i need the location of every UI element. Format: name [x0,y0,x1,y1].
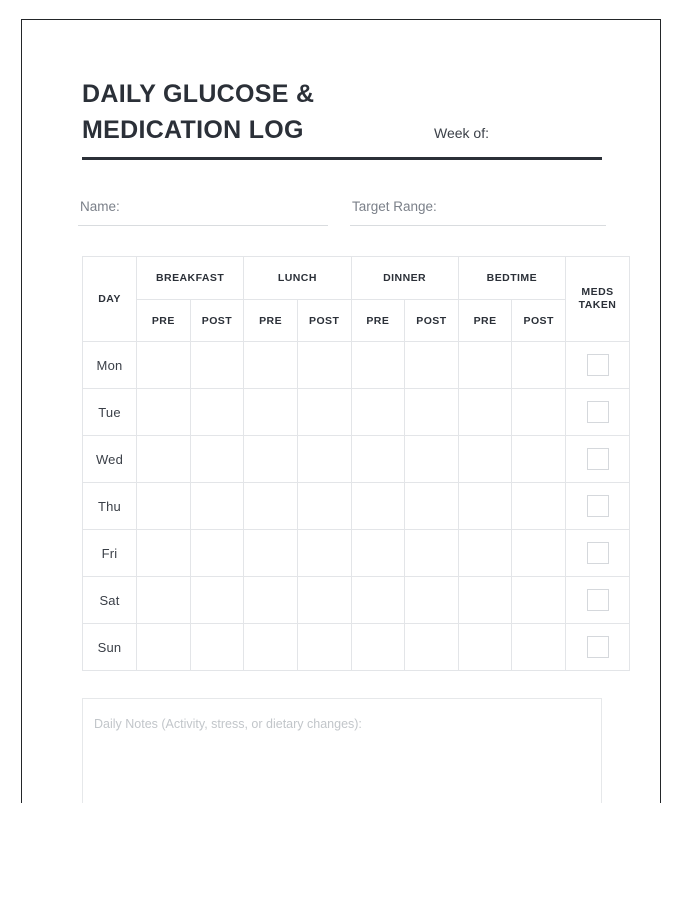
table-row [83,577,630,624]
meds-taken-checkbox[interactable] [587,542,609,564]
cell-breakfast-pre[interactable] [137,577,191,624]
cell-breakfast-post[interactable] [190,624,244,671]
cell-dinner-pre[interactable] [351,530,405,577]
cell-day-label: Sat [83,577,137,624]
cell-lunch-post[interactable] [297,389,351,436]
page-title: DAILY GLUCOSE & MEDICATION LOG [82,80,315,144]
table-body [83,342,630,671]
cell-bedtime-post[interactable] [512,483,566,530]
subheader-breakfast-pre: PRE [137,300,191,342]
table-row [83,530,630,577]
name-field-group [78,198,328,226]
column-header-lunch: LUNCH [244,257,351,300]
meds-header-line-2: TAKEN [578,299,617,311]
meds-taken-checkbox[interactable] [587,401,609,423]
cell-meds-taken[interactable] [566,577,630,624]
cell-lunch-post[interactable] [297,342,351,389]
cell-breakfast-post[interactable] [190,530,244,577]
cell-breakfast-pre[interactable] [137,624,191,671]
cell-lunch-post[interactable] [297,530,351,577]
cell-bedtime-post[interactable] [512,577,566,624]
cell-lunch-pre[interactable] [244,483,298,530]
cell-bedtime-pre[interactable] [458,436,512,483]
daily-notes-placeholder: Daily Notes (Activity, stress, or dietary changes): [94,717,362,731]
cell-day-label: Fri [83,530,137,577]
cell-bedtime-pre[interactable] [458,530,512,577]
cell-bedtime-pre[interactable] [458,389,512,436]
cell-bedtime-post[interactable] [512,436,566,483]
table-row [83,436,630,483]
column-header-day: DAY [83,257,137,342]
cell-bedtime-post[interactable] [512,530,566,577]
meds-taken-checkbox[interactable] [587,495,609,517]
subheader-bedtime-post: POST [512,300,566,342]
column-header-meds-taken [566,257,630,342]
name-input-line[interactable] [78,225,328,226]
target-range-field-group [350,198,606,226]
cell-breakfast-post[interactable] [190,389,244,436]
target-range-input-line[interactable] [350,225,606,226]
cell-breakfast-post[interactable] [190,436,244,483]
table-row [83,389,630,436]
subheader-dinner-post: POST [405,300,459,342]
cell-dinner-pre[interactable] [351,624,405,671]
cell-meds-taken[interactable] [566,436,630,483]
cell-day-label: Sun [83,624,137,671]
daily-notes-box[interactable] [82,698,602,803]
cell-breakfast-post[interactable] [190,577,244,624]
subheader-lunch-pre: PRE [244,300,298,342]
cell-lunch-pre[interactable] [244,577,298,624]
cell-lunch-pre[interactable] [244,624,298,671]
table-row [83,624,630,671]
cell-dinner-post[interactable] [405,530,459,577]
cell-bedtime-post[interactable] [512,342,566,389]
table-row [83,342,630,389]
meds-header-line-1: MEDS [581,286,614,298]
week-of-label: Week of: [434,125,489,141]
cell-breakfast-pre[interactable] [137,389,191,436]
cell-lunch-pre[interactable] [244,530,298,577]
cell-day-label: Wed [83,436,137,483]
cell-dinner-post[interactable] [405,389,459,436]
cell-meds-taken[interactable] [566,389,630,436]
page-content [22,20,660,803]
meds-taken-checkbox[interactable] [587,448,609,470]
cell-lunch-pre[interactable] [244,436,298,483]
target-range-field-label: Target Range: [352,199,437,214]
cell-breakfast-post[interactable] [190,342,244,389]
document-header [82,76,602,160]
name-field-label: Name: [80,199,120,214]
meds-taken-checkbox[interactable] [587,636,609,658]
cell-lunch-post[interactable] [297,483,351,530]
cell-dinner-post[interactable] [405,436,459,483]
cell-dinner-post[interactable] [405,483,459,530]
table-header-row-groups [83,257,630,300]
cell-breakfast-pre[interactable] [137,342,191,389]
column-header-dinner: DINNER [351,257,458,300]
form-fields-row [78,198,606,238]
subheader-bedtime-pre: PRE [458,300,512,342]
cell-dinner-pre[interactable] [351,483,405,530]
cell-dinner-pre[interactable] [351,436,405,483]
cell-lunch-post[interactable] [297,436,351,483]
cell-meds-taken[interactable] [566,342,630,389]
cell-meds-taken[interactable] [566,483,630,530]
table-head [83,257,630,342]
column-header-bedtime: BEDTIME [458,257,565,300]
week-of-block [434,124,589,160]
cell-dinner-pre[interactable] [351,389,405,436]
meds-taken-checkbox[interactable] [587,354,609,376]
cell-dinner-pre[interactable] [351,342,405,389]
cell-bedtime-pre[interactable] [458,577,512,624]
cell-day-label: Mon [83,342,137,389]
subheader-lunch-post: POST [297,300,351,342]
cell-bedtime-pre[interactable] [458,483,512,530]
cell-bedtime-pre[interactable] [458,342,512,389]
column-header-breakfast: BREAKFAST [137,257,244,300]
cell-meds-taken[interactable] [566,624,630,671]
cell-meds-taken[interactable] [566,530,630,577]
cell-day-label: Tue [83,389,137,436]
cell-breakfast-pre[interactable] [137,530,191,577]
cell-lunch-post[interactable] [297,624,351,671]
subheader-breakfast-post: POST [190,300,244,342]
cell-lunch-pre[interactable] [244,342,298,389]
cell-dinner-pre[interactable] [351,577,405,624]
meds-taken-checkbox[interactable] [587,589,609,611]
cell-breakfast-pre[interactable] [137,483,191,530]
cell-bedtime-post[interactable] [512,389,566,436]
table-header-row-subs [83,300,630,342]
cell-bedtime-post[interactable] [512,624,566,671]
cell-bedtime-pre[interactable] [458,624,512,671]
cell-dinner-post[interactable] [405,577,459,624]
cell-lunch-pre[interactable] [244,389,298,436]
cell-breakfast-pre[interactable] [137,436,191,483]
cell-dinner-post[interactable] [405,624,459,671]
glucose-log-table [82,256,630,671]
cell-lunch-post[interactable] [297,577,351,624]
subheader-dinner-pre: PRE [351,300,405,342]
title-divider [82,157,602,160]
cell-breakfast-post[interactable] [190,483,244,530]
cell-dinner-post[interactable] [405,342,459,389]
cell-day-label: Thu [83,483,137,530]
document-page [21,19,661,803]
table-row [83,483,630,530]
